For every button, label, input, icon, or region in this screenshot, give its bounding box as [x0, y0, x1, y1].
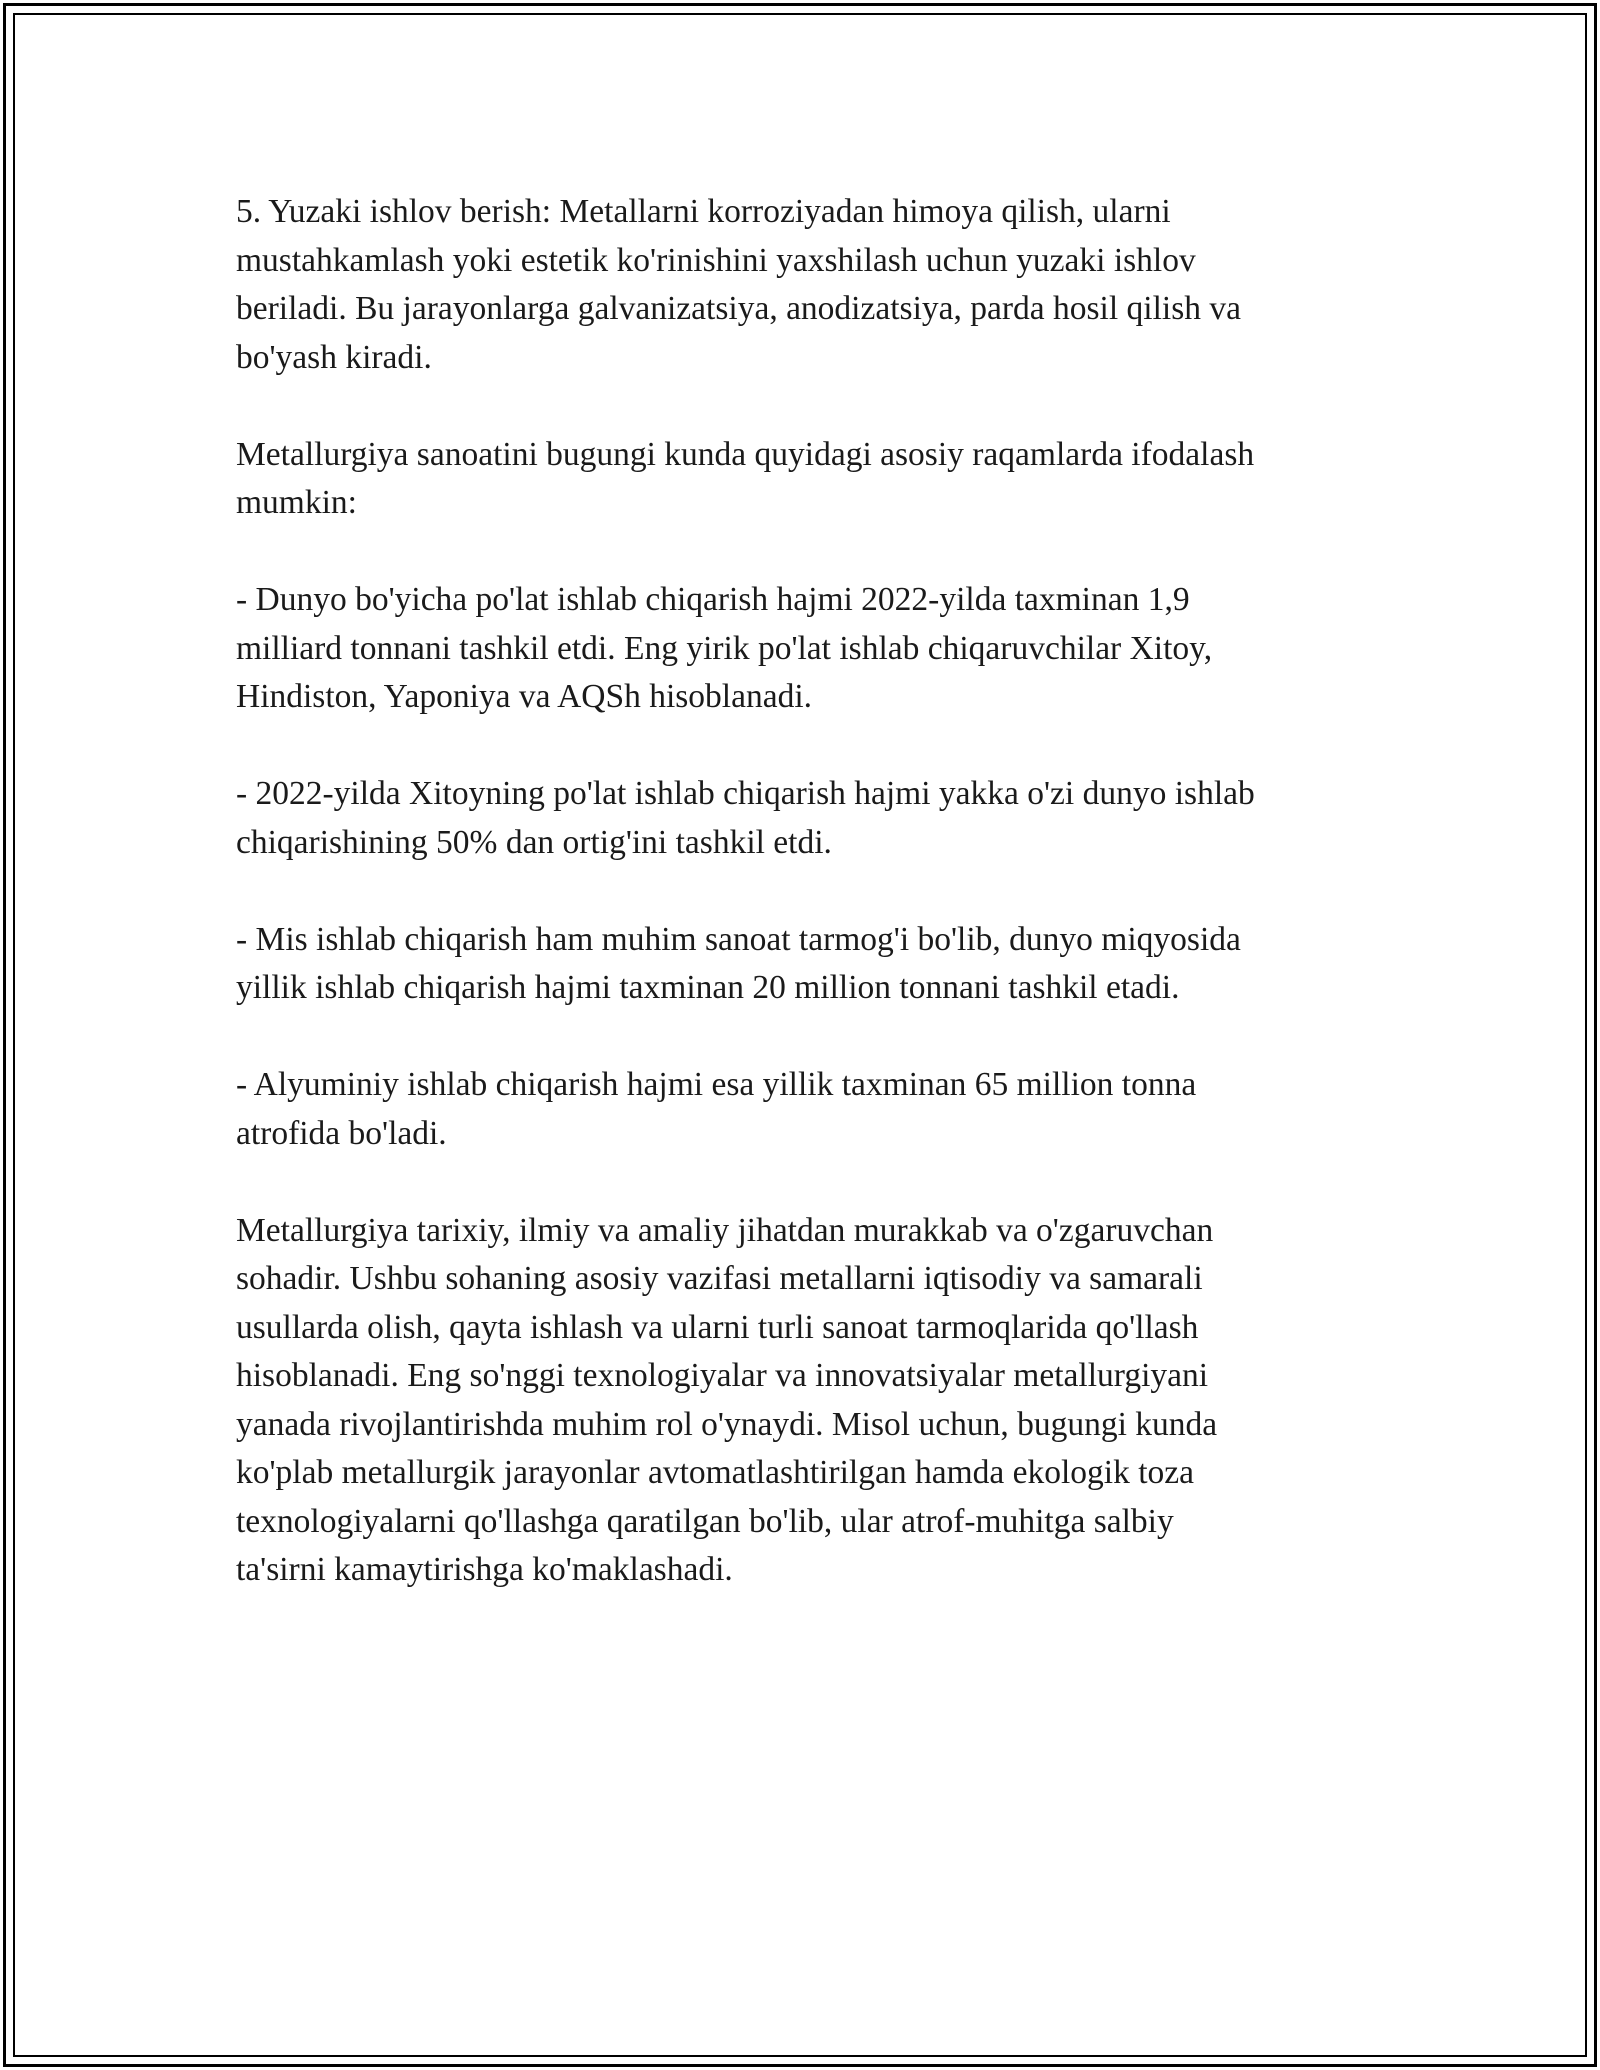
list-item-copper: - Mis ishlab chiqarish ham muhim sanoat tarmog'i bo'lib, dunyo miqyosida yillik ishlab chiqarish hajmi taxminan 20 million tonnani tashkil etadi.	[236, 920, 1241, 1006]
list-item-world-steel: - Dunyo bo'yicha po'lat ishlab chiqarish hajmi 2022-yilda taxminan 1,9 milliard tonnani tashkil etdi. Eng yirik po'lat ishlab chiqaruvchilar Xitoy, Hindiston, Yaponiya va AQSh hisoblanadi.	[236, 581, 1213, 715]
paragraph-surface-treatment: 5. Yuzaki ishlov berish: Metallarni korroziyadan himoya qilish, ularni mustahkamlash yoki estetik ko'rinishini yaxshilash uchun yuzaki ishlov beriladi. Bu jarayonlarga galvanizatsiya, anodizatsiya, parda hosil qilish va bo'yash kiradi.	[236, 193, 1241, 376]
document-body	[236, 188, 1376, 1643]
list-item-china-steel: - 2022-yilda Xitoyning po'lat ishlab chiqarish hajmi yakka o'zi dunyo ishlab chiqarishining 50% dan ortig'ini tashkil etdi.	[236, 775, 1255, 861]
paragraph-conclusion: Metallurgiya tarixiy, ilmiy va amaliy jihatdan murakkab va o'zgaruvchan sohadir. Ushbu sohaning asosiy vazifasi metallarni iqtisodiy va samarali usullarda olish, qayta ishlash va ularni turli sanoat tarmoqlarida qo'llash hisoblanadi. Eng so'nggi texnologiyalar va innovatsiyalar metallurgiyani yanada rivojlantirishda muhim rol o'ynaydi. Misol uchun, bugungi kunda ko'plab metallurgik jarayonlar avtomatlashtirilgan hamda ekologik toza texnologiyalarni qo'llashga qaratilgan bo'lib, ular atrof-muhitga salbiy ta'sirni kamaytirishga ko'maklashadi.	[236, 1211, 1218, 1588]
paragraph-key-figures-intro: Metallurgiya sanoatini bugungi kunda quyidagi asosiy raqamlarda ifodalash mumkin:	[236, 435, 1255, 521]
list-item-aluminium: - Alyuminiy ishlab chiqarish hajmi esa yillik taxminan 65 million tonna atrofida bo'ladi.	[236, 1066, 1197, 1152]
